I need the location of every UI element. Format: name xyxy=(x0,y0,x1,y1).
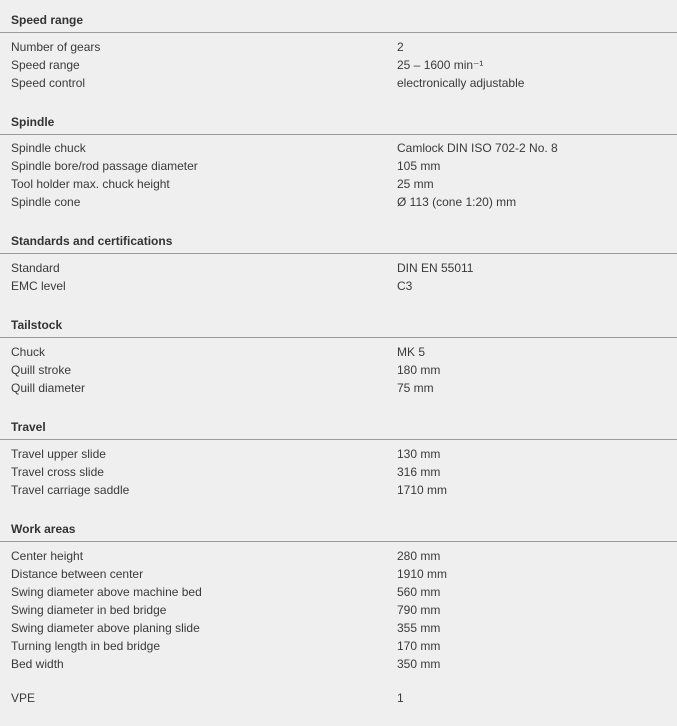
spec-row xyxy=(0,193,677,211)
spec-label: Center height xyxy=(11,549,84,563)
spec-label: EMC level xyxy=(11,279,66,293)
spec-row xyxy=(0,565,677,583)
spec-value: 790 mm xyxy=(397,603,441,617)
spec-label: Tool holder max. chuck height xyxy=(11,177,170,191)
section-title-speed-range: Speed range xyxy=(11,13,84,27)
spec-row xyxy=(0,655,677,673)
spec-label: Bed width xyxy=(11,657,64,671)
spec-value: 1 xyxy=(397,691,404,705)
spec-label: Speed range xyxy=(11,58,80,72)
section-title-work-areas: Work areas xyxy=(11,522,76,536)
spec-value: 180 mm xyxy=(397,363,441,377)
spec-value: 1710 mm xyxy=(397,483,448,497)
spec-label: VPE xyxy=(11,691,36,705)
spec-value: 105 mm xyxy=(397,159,441,173)
spec-row xyxy=(0,481,677,499)
spec-row xyxy=(0,343,677,361)
section-divider xyxy=(0,253,677,254)
vpe-row xyxy=(0,689,677,707)
spec-row xyxy=(0,619,677,637)
spec-value: 75 mm xyxy=(397,381,434,395)
spec-label: Travel upper slide xyxy=(11,447,106,461)
spec-label: Standard xyxy=(11,261,60,275)
spec-label: Swing diameter above machine bed xyxy=(11,585,202,599)
spec-value: 560 mm xyxy=(397,585,441,599)
spec-value: 355 mm xyxy=(397,621,441,635)
spec-value: electronically adjustable xyxy=(397,76,525,90)
spec-label: Travel cross slide xyxy=(11,465,104,479)
spec-row xyxy=(0,74,677,92)
spec-value: 170 mm xyxy=(397,639,441,653)
spec-label: Turning length in bed bridge xyxy=(11,639,160,653)
spec-row xyxy=(0,38,677,56)
spec-label: Quill stroke xyxy=(11,363,72,377)
spec-value: Camlock DIN ISO 702-2 No. 8 xyxy=(397,141,558,155)
spec-row xyxy=(0,175,677,193)
spec-row xyxy=(0,277,677,295)
section-title-tailstock: Tailstock xyxy=(11,318,63,332)
spec-row xyxy=(0,56,677,74)
spec-row xyxy=(0,259,677,277)
spec-value: DIN EN 55011 xyxy=(397,261,474,275)
section-divider xyxy=(0,32,677,33)
spec-label: Quill diameter xyxy=(11,381,86,395)
spec-label: Spindle cone xyxy=(11,195,81,209)
spec-row xyxy=(0,547,677,565)
spec-label: Travel carriage saddle xyxy=(11,483,130,497)
spec-label: Speed control xyxy=(11,76,86,90)
spec-row xyxy=(0,379,677,397)
section-divider xyxy=(0,134,677,135)
section-title-standards: Standards and certifications xyxy=(11,234,173,248)
spec-value: 316 mm xyxy=(397,465,441,479)
section-divider xyxy=(0,337,677,338)
spec-label: Swing diameter in bed bridge xyxy=(11,603,167,617)
spec-row xyxy=(0,601,677,619)
spec-value: 1910 mm xyxy=(397,567,448,581)
spec-value: 350 mm xyxy=(397,657,441,671)
spec-value: 25 mm xyxy=(397,177,434,191)
spec-label: Spindle bore/rod passage diameter xyxy=(11,159,198,173)
spec-label: Swing diameter above planing slide xyxy=(11,621,200,635)
spec-value: 280 mm xyxy=(397,549,441,563)
spec-value: Ø 113 (cone 1:20) mm xyxy=(397,195,517,209)
spec-row xyxy=(0,637,677,655)
section-title-spindle: Spindle xyxy=(11,115,55,129)
spec-row xyxy=(0,139,677,157)
section-divider xyxy=(0,439,677,440)
spec-row xyxy=(0,361,677,379)
spec-value: 25 – 1600 min⁻¹ xyxy=(397,58,484,72)
section-divider xyxy=(0,541,677,542)
spec-row xyxy=(0,445,677,463)
spec-row xyxy=(0,583,677,601)
spec-value: 2 xyxy=(397,40,404,54)
spec-row xyxy=(0,157,677,175)
spec-label: Chuck xyxy=(11,345,46,359)
section-title-travel: Travel xyxy=(11,420,46,434)
spec-value: MK 5 xyxy=(397,345,426,359)
spec-value: C3 xyxy=(397,279,413,293)
spec-label: Distance between center xyxy=(11,567,144,581)
spec-label: Spindle chuck xyxy=(11,141,86,155)
spec-row xyxy=(0,463,677,481)
spec-label: Number of gears xyxy=(11,40,101,54)
spec-value: 130 mm xyxy=(397,447,441,461)
